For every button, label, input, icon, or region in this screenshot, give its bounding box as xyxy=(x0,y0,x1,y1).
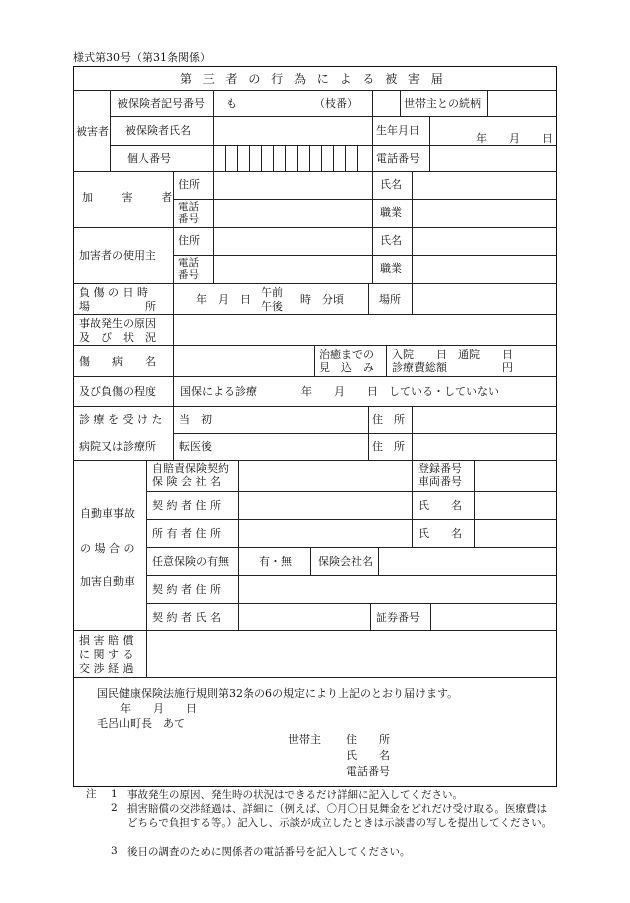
injury-date-field[interactable]: 年 月 日 xyxy=(196,293,251,306)
insured-name-label: 被保険者氏名 xyxy=(125,124,191,137)
employer-address-label: 住所 xyxy=(178,234,200,247)
employer-name-label: 氏名 xyxy=(380,234,402,247)
employer-phone-label-2: 番号 xyxy=(178,269,199,281)
employer-occupation-field[interactable] xyxy=(416,259,552,279)
insured-symbol-label: 被保険者記号番号 xyxy=(117,97,205,110)
transfer-hospital-address-field[interactable] xyxy=(416,437,552,456)
injury-place-field[interactable] xyxy=(416,288,552,309)
owner-address-field[interactable] xyxy=(242,523,408,543)
offender-name-field[interactable] xyxy=(416,175,552,195)
notes-head: 注 xyxy=(86,788,97,800)
phone-field[interactable] xyxy=(432,149,552,167)
note-2-number: 2 xyxy=(111,802,118,814)
contractor-address-label: 契 約 者 住 所 xyxy=(152,499,221,512)
householder-phone-label: 電話番号 xyxy=(346,765,390,778)
note-1-number: 1 xyxy=(111,788,118,800)
first-hospital-label: 当 初 xyxy=(179,413,212,426)
transfer-hospital-field[interactable] xyxy=(213,437,364,456)
policy-no-field[interactable] xyxy=(434,607,552,627)
employer-address-field[interactable] xyxy=(216,231,368,251)
employer-phone-field[interactable] xyxy=(216,259,368,279)
offender-label: 加 害 者 xyxy=(82,191,175,204)
owner-address-label: 所 有 者 住 所 xyxy=(152,527,221,540)
voluntary-contractor-name-label: 契 約 者 氏 名 xyxy=(152,611,221,624)
householder-fields[interactable] xyxy=(410,730,550,780)
cause-label-2: 及 び 状 況 xyxy=(79,331,156,344)
am-label[interactable]: 午前 xyxy=(261,286,283,299)
contractor-name-label: 氏 名 xyxy=(418,499,462,512)
transfer-hospital-label: 転医後 xyxy=(179,440,212,453)
offender-phone-label-2: 番号 xyxy=(178,213,199,225)
note-2: 損害賠償の交渉経過は、詳細に（例えば、〇月〇日見舞金をどれだけ受け取る。医療費はどちらで負担する等。）記入し、示談が成立したときは示談書の写しを提出してください。 xyxy=(127,803,553,829)
declaration-date-field[interactable]: 年 月 日 xyxy=(120,702,197,715)
birth-date-field[interactable]: 年 月 日 xyxy=(476,132,553,145)
householder-address-label: 住 所 xyxy=(346,733,390,746)
injury-time-label-2: 場 所 xyxy=(79,300,156,313)
householder-name-label: 氏 名 xyxy=(346,749,390,762)
cause-field[interactable] xyxy=(177,318,552,341)
reg-no-label-1: 登録番号 xyxy=(418,462,462,475)
note-1: 事故発生の原因、発生時の状況はできるだけ詳細に記入してください。 xyxy=(127,789,463,801)
personal-no-label: 個人番号 xyxy=(127,152,171,165)
compulsory-company-field[interactable] xyxy=(242,465,408,487)
voluntary-value[interactable]: 有・無 xyxy=(259,555,292,568)
reg-no-field[interactable] xyxy=(478,465,552,487)
insured-name-field[interactable] xyxy=(216,121,368,141)
negotiation-label-1: 損 害 賠 償 xyxy=(79,634,134,647)
degree-label: 及び負傷の程度 xyxy=(79,385,156,398)
disease-label: 傷 病 名 xyxy=(79,355,156,368)
note-3-number: 3 xyxy=(111,845,118,857)
first-hospital-address-label: 住 所 xyxy=(372,413,405,426)
compulsory-label-2: 保 険 会 社 名 xyxy=(152,475,221,488)
company-label: 保険会社名 xyxy=(318,555,373,568)
relation-label: 世帯主との続柄 xyxy=(404,97,481,110)
employer-phone-label-1: 電話 xyxy=(178,257,199,269)
injury-time-field[interactable]: 時 分頃 xyxy=(300,293,344,306)
cause-label-1: 事故発生の原因 xyxy=(79,317,156,330)
negotiation-field[interactable] xyxy=(150,634,552,673)
vehicle-label-3: 加害自動車 xyxy=(80,575,135,588)
national-insurance-field[interactable]: 国保による診療 年 月 日 している・していない xyxy=(180,385,499,398)
first-hospital-address-field[interactable] xyxy=(416,410,552,429)
employer-label: 加害者の使用主 xyxy=(79,249,156,262)
offender-occupation-label: 職業 xyxy=(380,206,402,219)
injury-time-label-1: 負 傷 の 日 時 xyxy=(79,286,148,299)
declaration-statement: 国民健康保険法施行規則第32条の6の規定により上記のとおり届けます。 xyxy=(97,687,459,700)
voluntary-contractor-name-field[interactable] xyxy=(242,607,366,627)
negotiation-label-2: に 関 す る xyxy=(79,648,134,661)
pm-label[interactable]: 午後 xyxy=(261,300,283,313)
victim-group-label: 被害者 xyxy=(76,125,109,138)
contractor-address-field[interactable] xyxy=(242,495,408,515)
voluntary-contractor-address-label: 契 約 者 住 所 xyxy=(152,583,221,596)
injury-place-label: 場所 xyxy=(379,293,401,306)
negotiation-label-3: 交 渉 経 過 xyxy=(79,662,134,675)
reg-no-label-2: 車両番号 xyxy=(418,475,462,488)
birth-label: 生年月日 xyxy=(376,124,420,137)
offender-address-field[interactable] xyxy=(216,175,368,195)
form-title: 第三者の行為による被害届 xyxy=(180,72,454,86)
offender-address-label: 住所 xyxy=(178,178,200,191)
owner-name-label: 氏 名 xyxy=(418,527,462,540)
offender-name-label: 氏名 xyxy=(380,178,402,191)
contractor-name-field[interactable] xyxy=(478,495,552,515)
relation-field[interactable] xyxy=(490,96,554,113)
hospital-label-1: 診 療 を 受 け た xyxy=(79,413,163,426)
voluntary-label: 任意保険の有無 xyxy=(152,555,229,568)
phone-label: 電話番号 xyxy=(376,152,420,165)
declaration-addressee: 毛呂山町長 あて xyxy=(97,717,185,730)
company-field[interactable] xyxy=(382,551,552,571)
branch-label: （枝番） xyxy=(314,97,358,110)
first-hospital-field[interactable] xyxy=(213,410,364,429)
offender-occupation-field[interactable] xyxy=(416,203,552,223)
owner-name-field[interactable] xyxy=(478,523,552,543)
transfer-hospital-address-label: 住 所 xyxy=(372,440,405,453)
voluntary-contractor-address-field[interactable] xyxy=(242,579,552,599)
medical-cost-field[interactable]: 診療費総額 円 xyxy=(392,361,513,374)
hospital-days-field[interactable]: 入院 日 通院 日 xyxy=(392,348,513,361)
employer-name-field[interactable] xyxy=(416,231,552,251)
policy-no-label: 証券番号 xyxy=(376,611,420,624)
employer-occupation-label: 職業 xyxy=(380,262,402,275)
disease-field[interactable] xyxy=(177,350,310,372)
hospital-label-2: 病院又は診療所 xyxy=(79,440,156,453)
form-number: 様式第30号（第31条関係） xyxy=(73,51,211,64)
insured-symbol-value[interactable]: も xyxy=(226,97,237,110)
householder-label: 世帯主 xyxy=(288,733,321,746)
cure-label-2: 見 込 み xyxy=(319,361,374,374)
cure-label-1: 治癒までの xyxy=(319,348,374,361)
compulsory-label-1: 自賠責保険契約 xyxy=(152,462,229,475)
vehicle-label-1: 自動車事故 xyxy=(80,507,135,520)
offender-phone-label-1: 電話 xyxy=(178,201,199,213)
vehicle-label-2: の 場 合 の xyxy=(80,542,135,555)
offender-phone-field[interactable] xyxy=(216,203,368,223)
note-3: 後日の調査のために関係者の電話番号を記入してください。 xyxy=(127,846,411,858)
